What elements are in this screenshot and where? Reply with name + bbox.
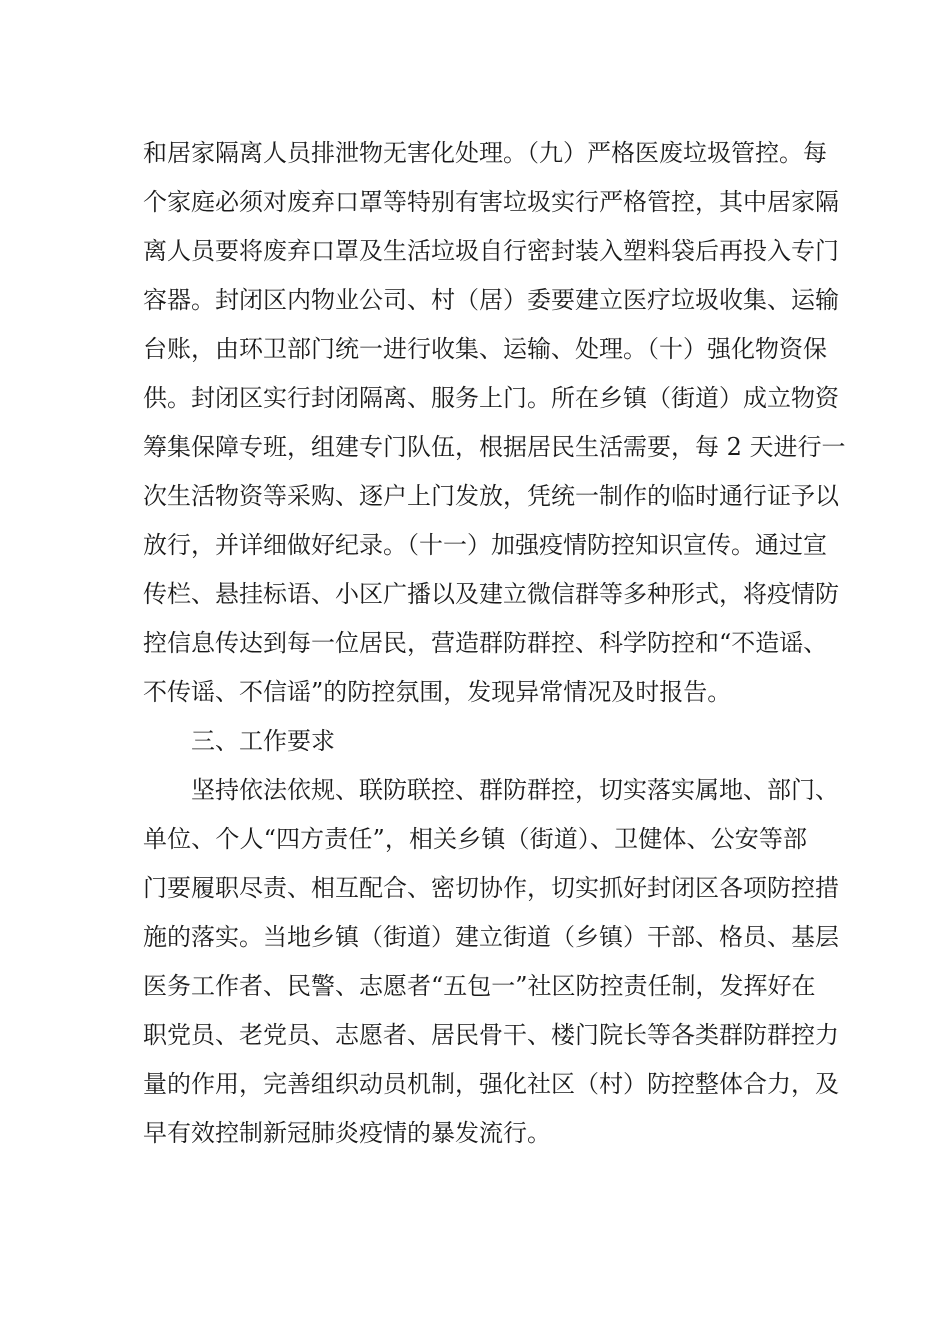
paragraph-1-line-3: 离人员要将废弃口罩及生活垃圾自行密封装入塑料袋后再投入专门 (143, 237, 839, 265)
paragraph-1-line-9: 放行，并详细做好纪录。（十一）加强疫情防控知识宣传。通过宣 (143, 531, 827, 559)
paragraph-1-line-10: 传栏、悬挂标语、小区广播以及建立微信群等多种形式，将疫情防 (143, 580, 839, 608)
paragraph-1-line-8: 次生活物资等采购、逐户上门发放，凭统一制作的临时通行证予以 (143, 482, 839, 510)
paragraph-2-line-6: 职党员、老党员、志愿者、居民骨干、楼门院长等各类群防群控力 (143, 1021, 839, 1049)
paragraph-2-line-7: 量的作用，完善组织动员机制，强化社区（村）防控整体合力，及 (143, 1070, 839, 1098)
paragraph-2-line-2: 单位、个人“四方责任”，相关乡镇（街道）、卫健体、公安等部 (143, 825, 807, 853)
paragraph-2-line-5: 医务工作者、民警、志愿者“五包一”社区防控责任制，发挥好在 (143, 972, 816, 1000)
paragraph-1-line-2: 个家庭必须对废弃口罩等特别有害垃圾实行严格管控，其中居家隔 (143, 188, 839, 216)
paragraph-2-line-1: 坚持依法依规、联防联控、群防群控，切实落实属地、部门、 (191, 776, 839, 804)
paragraph-1-line-5: 台账，由环卫部门统一进行收集、运输、处理。（十）强化物资保 (143, 335, 827, 363)
section-heading: 三、工作要求 (191, 727, 335, 755)
paragraph-2-line-8: 早有效控制新冠肺炎疫情的暴发流行。 (143, 1119, 551, 1147)
paragraph-2-line-3: 门要履职尽责、相互配合、密切协作，切实抓好封闭区各项防控措 (143, 874, 839, 902)
paragraph-1-line-4: 容器。封闭区内物业公司、村（居）委要建立医疗垃圾收集、运输 (143, 286, 839, 314)
paragraph-1-line-6: 供。封闭区实行封闭隔离、服务上门。所在乡镇（街道）成立物资 (143, 384, 839, 412)
paragraph-2-line-4: 施的落实。当地乡镇（街道）建立街道（乡镇）干部、格员、基层 (143, 923, 839, 951)
paragraph-1-line-7: 筹集保障专班，组建专门队伍，根据居民生活需要，每 2 天进行一 (143, 433, 846, 461)
paragraph-1-line-1: 和居家隔离人员排泄物无害化处理。（九）严格医废垃圾管控。每 (143, 139, 827, 167)
paragraph-1-line-12: 不传谣、不信谣”的防控氛围，发现异常情况及时报告。 (143, 678, 732, 706)
paragraph-1-line-11: 控信息传达到每一位居民，营造群防群控、科学防控和“不造谣、 (143, 629, 828, 657)
